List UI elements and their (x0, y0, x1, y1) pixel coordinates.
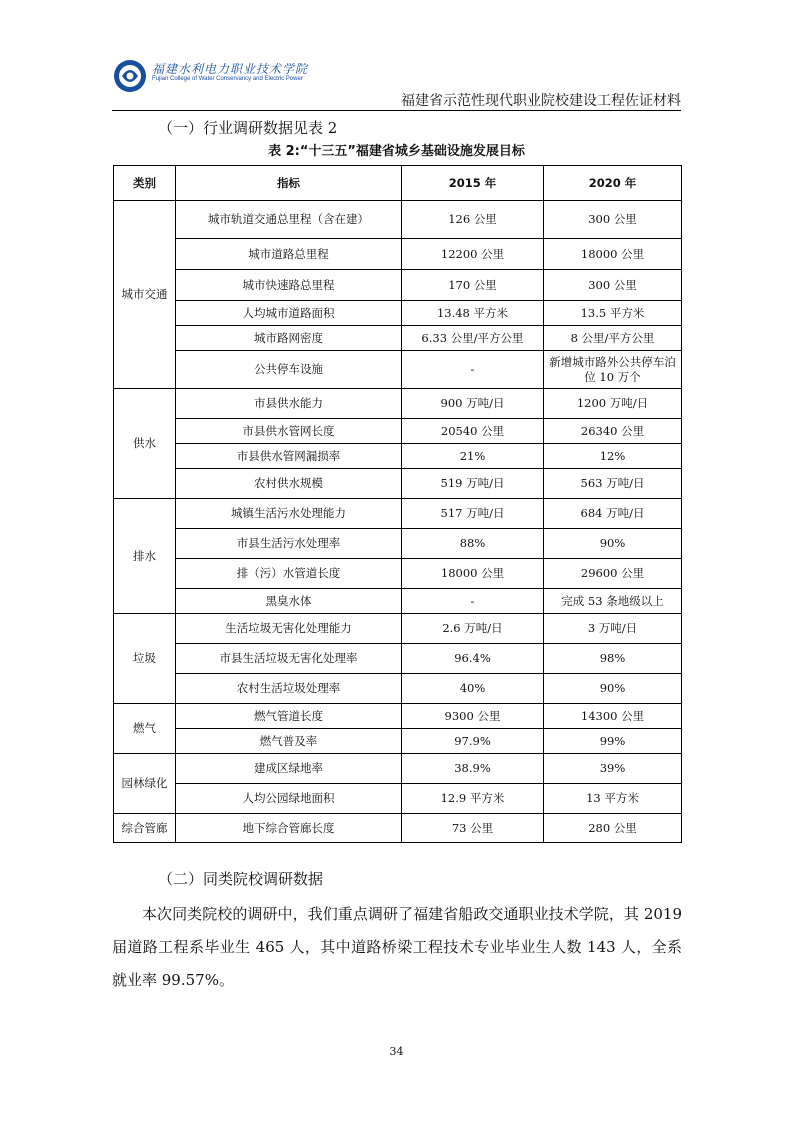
table-row (114, 301, 682, 326)
section-1-heading: （一）行业调研数据见表 2 (158, 119, 338, 137)
header-2020: 2020 年 (544, 166, 682, 201)
value-2020-cell: 98% (544, 644, 682, 674)
header-title: 福建省示范性现代职业院校建设工程佐证材料 (401, 93, 681, 109)
table-row (114, 784, 682, 814)
indicator-cell: 城市轨道交通总里程（含在建） (176, 201, 402, 239)
table-row (114, 729, 682, 754)
value-2020-cell: 300 公里 (544, 270, 682, 301)
value-2015-cell: 18000 公里 (402, 559, 544, 589)
indicator-cell: 燃气普及率 (176, 729, 402, 754)
value-2015-cell: - (402, 351, 544, 389)
indicator-cell: 建成区绿地率 (176, 754, 402, 784)
header-indicator: 指标 (176, 166, 402, 201)
value-2015-cell: 88% (402, 529, 544, 559)
table-row (114, 589, 682, 614)
value-2015-cell: 6.33 公里/平方公里 (402, 326, 544, 351)
indicator-cell: 生活垃圾无害化处理能力 (176, 614, 402, 644)
value-2020-cell: 90% (544, 674, 682, 704)
body-paragraph: 本次同类院校的调研中，我们重点调研了福建省船政交通职业技术学院，其 2019 届道路工程系毕业生 465 人，其中道路桥梁工程技术专业毕业生人数 143 人，全系就业率 99.57%。 (112, 905, 682, 989)
value-2015-cell: - (402, 589, 544, 614)
indicator-cell: 市县供水管网长度 (176, 419, 402, 444)
indicator-cell: 公共停车设施 (176, 351, 402, 389)
indicator-cell: 市县供水管网漏损率 (176, 444, 402, 469)
value-2020-cell: 3 万吨/日 (544, 614, 682, 644)
table-row (114, 674, 682, 704)
table-row (114, 614, 682, 644)
value-2020-cell: 280 公里 (544, 814, 682, 843)
indicator-cell: 黑臭水体 (176, 589, 402, 614)
header-category: 类别 (114, 166, 176, 201)
value-2015-cell: 900 万吨/日 (402, 389, 544, 419)
category-cell: 园林绿化 (114, 754, 176, 814)
table-row (114, 499, 682, 529)
value-2020-cell: 39% (544, 754, 682, 784)
indicator-cell: 城市道路总里程 (176, 239, 402, 270)
category-cell: 燃气 (114, 704, 176, 754)
value-2020-cell: 26340 公里 (544, 419, 682, 444)
value-2015-cell: 517 万吨/日 (402, 499, 544, 529)
value-2020-cell: 90% (544, 529, 682, 559)
value-2015-cell: 40% (402, 674, 544, 704)
table-header-row (114, 166, 682, 201)
table-row (114, 754, 682, 784)
value-2020-cell: 13 平方米 (544, 784, 682, 814)
value-2020-cell: 563 万吨/日 (544, 469, 682, 499)
indicator-cell: 排（污）水管道长度 (176, 559, 402, 589)
table-row (114, 270, 682, 301)
value-2020-cell: 14300 公里 (544, 704, 682, 729)
indicator-cell: 燃气管道长度 (176, 704, 402, 729)
value-2020-cell: 新增城市路外公共停车泊位 10 万个 (544, 351, 682, 389)
value-2015-cell: 38.9% (402, 754, 544, 784)
value-2020-cell: 8 公里/平方公里 (544, 326, 682, 351)
value-2015-cell: 96.4% (402, 644, 544, 674)
value-2015-cell: 9300 公里 (402, 704, 544, 729)
table-row (114, 704, 682, 729)
table-row (114, 239, 682, 270)
value-2020-cell: 300 公里 (544, 201, 682, 239)
value-2015-cell: 12200 公里 (402, 239, 544, 270)
table-row (114, 469, 682, 499)
value-2020-cell: 29600 公里 (544, 559, 682, 589)
value-2020-cell: 684 万吨/日 (544, 499, 682, 529)
indicator-cell: 市县生活垃圾无害化处理率 (176, 644, 402, 674)
indicator-cell: 市县生活污水处理率 (176, 529, 402, 559)
infrastructure-targets-table (113, 165, 682, 843)
value-2015-cell: 519 万吨/日 (402, 469, 544, 499)
indicator-cell: 地下综合管廊长度 (176, 814, 402, 843)
table-row (114, 644, 682, 674)
indicator-cell: 城市快速路总里程 (176, 270, 402, 301)
table-row (114, 326, 682, 351)
header-rule (112, 110, 681, 111)
category-cell: 排水 (114, 499, 176, 614)
category-cell: 综合管廊 (114, 814, 176, 843)
value-2015-cell: 12.9 平方米 (402, 784, 544, 814)
indicator-cell: 城镇生活污水处理能力 (176, 499, 402, 529)
indicator-cell: 人均公园绿地面积 (176, 784, 402, 814)
category-cell: 城市交通 (114, 201, 176, 389)
value-2020-cell: 完成 53 条地级以上 (544, 589, 682, 614)
page-number: 34 (389, 1045, 404, 1058)
table-body (114, 201, 682, 843)
value-2015-cell: 13.48 平方米 (402, 301, 544, 326)
college-emblem-icon (112, 58, 148, 94)
logo-chinese-name: 福建水利电力职业技术学院 (152, 62, 309, 76)
value-2015-cell: 170 公里 (402, 270, 544, 301)
indicator-cell: 人均城市道路面积 (176, 301, 402, 326)
college-logo (112, 56, 309, 96)
value-2020-cell: 12% (544, 444, 682, 469)
value-2020-cell: 99% (544, 729, 682, 754)
table-row (114, 529, 682, 559)
table-row (114, 351, 682, 389)
value-2015-cell: 97.9% (402, 729, 544, 754)
table-caption: 表 2:“十三五”福建省城乡基础设施发展目标 (268, 144, 525, 159)
header-2015: 2015 年 (402, 166, 544, 201)
table-row (114, 201, 682, 239)
section-2-heading: （二）同类院校调研数据 (158, 870, 324, 888)
indicator-cell: 城市路网密度 (176, 326, 402, 351)
value-2015-cell: 20540 公里 (402, 419, 544, 444)
table-row (114, 814, 682, 843)
indicator-cell: 农村生活垃圾处理率 (176, 674, 402, 704)
value-2020-cell: 18000 公里 (544, 239, 682, 270)
indicator-cell: 市县供水能力 (176, 389, 402, 419)
value-2020-cell: 1200 万吨/日 (544, 389, 682, 419)
table-row (114, 444, 682, 469)
value-2015-cell: 126 公里 (402, 201, 544, 239)
value-2015-cell: 73 公里 (402, 814, 544, 843)
value-2015-cell: 21% (402, 444, 544, 469)
logo-english-name: Fujian College of Water Conservancy and Electric Power (152, 76, 303, 82)
table-row (114, 419, 682, 444)
value-2015-cell: 2.6 万吨/日 (402, 614, 544, 644)
category-cell: 垃圾 (114, 614, 176, 704)
table-row (114, 559, 682, 589)
table-row (114, 389, 682, 419)
value-2020-cell: 13.5 平方米 (544, 301, 682, 326)
indicator-cell: 农村供水规模 (176, 469, 402, 499)
category-cell: 供水 (114, 389, 176, 499)
